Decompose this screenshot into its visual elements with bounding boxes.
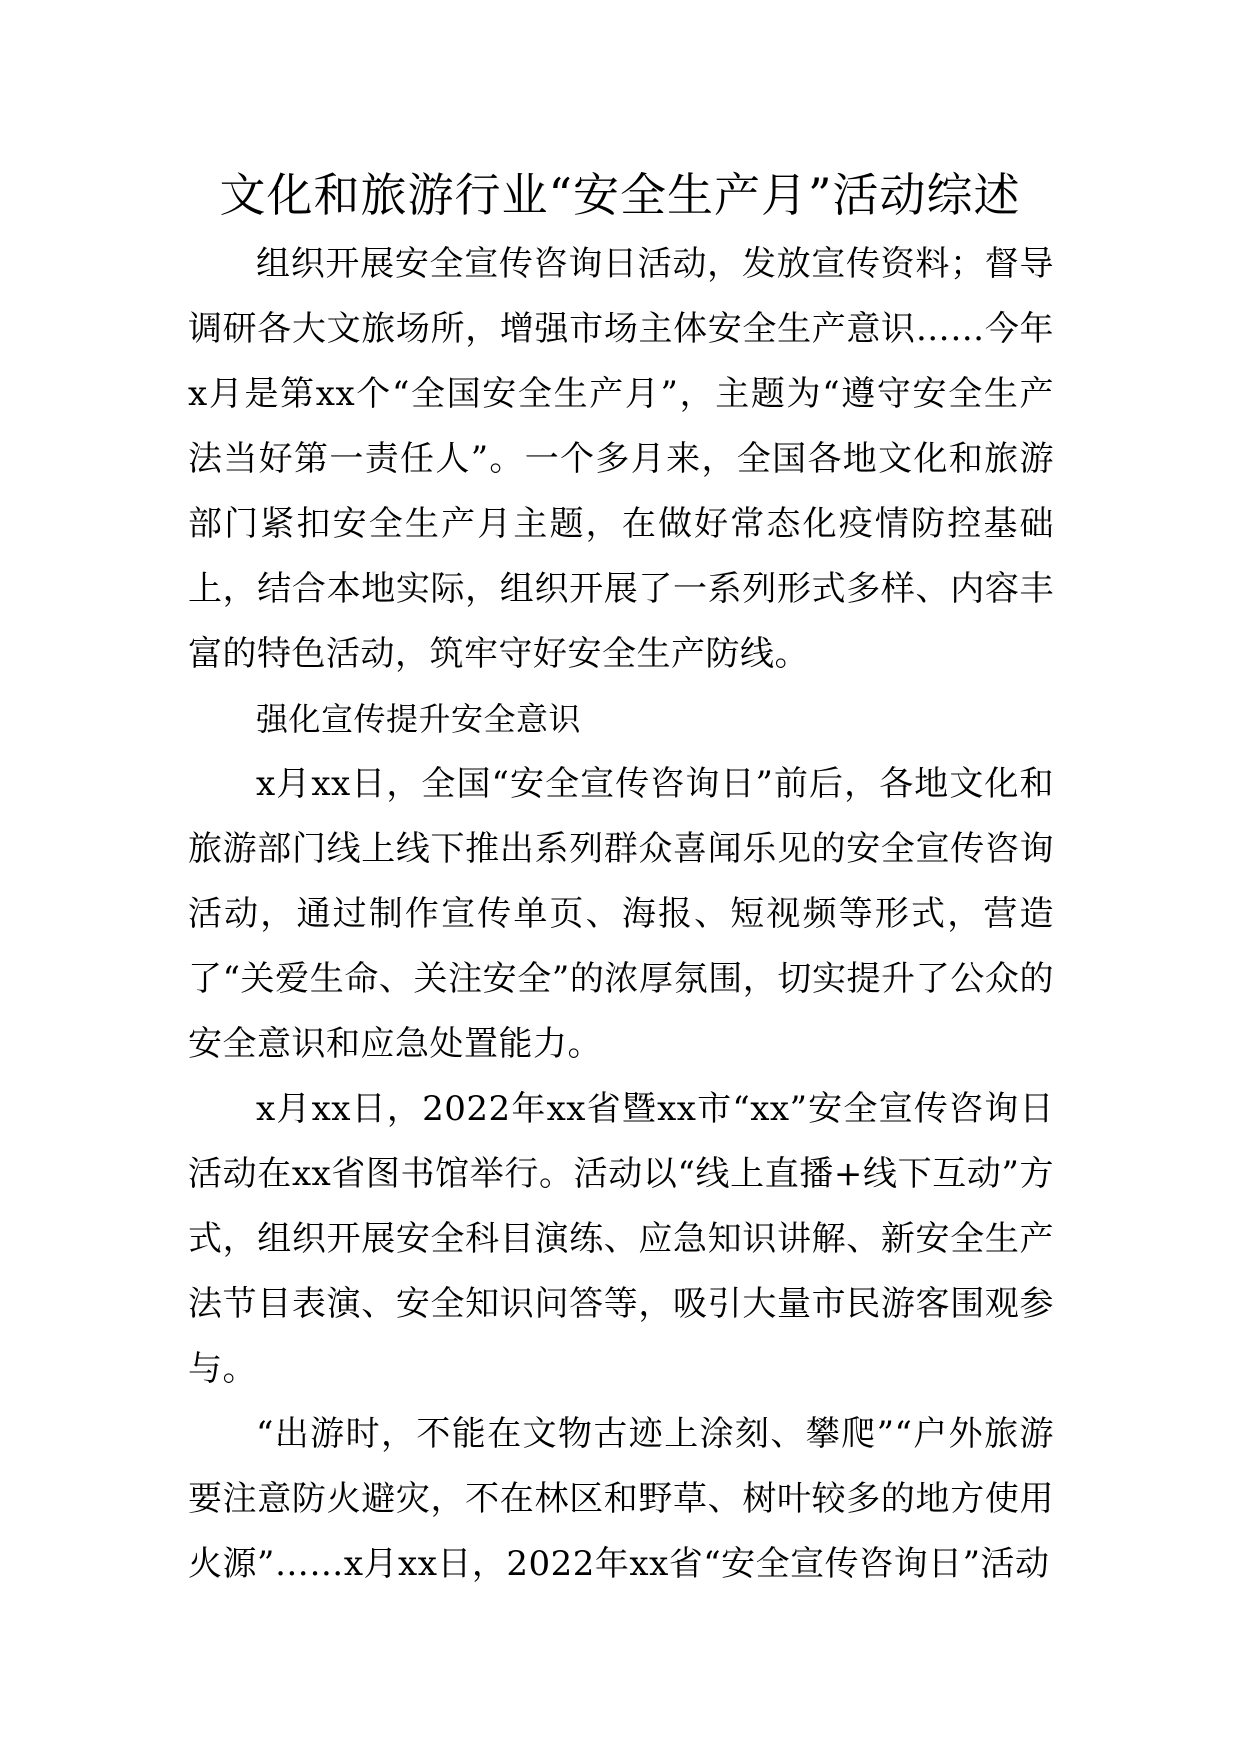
intro-paragraph: 组织开展安全宣传咨询日活动，发放宣传资料；督导调研各大文旅场所，增强市场主体安全生产意识……今年x月是第xx个“全国安全生产月”，主题为“遵守安全生产法当好第一责任人”。一个多月来，全国各地文化和旅游部门紧扣安全生产月主题，在做好常态化疫情防控基础上，结合本地实际，组织开展了一系列形式多样、内容丰富的特色活动，筑牢守好安全生产防线。 xyxy=(188,244,1054,674)
body-paragraph-1: x月xx日，全国“安全宣传咨询日”前后，各地文化和旅游部门线上线下推出系列群众喜闻乐见的安全宣传咨询活动，通过制作宣传单页、海报、短视频等形式，营造了“关爱生命、关注安全”的浓厚氛围，切实提升了公众的安全意识和应急处置能力。 xyxy=(188,764,1054,1064)
body-paragraph-2: x月xx日，2022年xx省暨xx市“xx”安全宣传咨询日活动在xx省图书馆举行。活动以“线上直播+线下互动”方式，组织开展安全科目演练、应急知识讲解、新安全生产法节目表演、安全知识问答等，吸引大量市民游客围观参与。 xyxy=(188,1089,1054,1389)
section-heading: 强化宣传提升安全意识 xyxy=(256,700,582,738)
document-body xyxy=(188,232,1054,1597)
document-title: 文化和旅游行业“安全生产月”活动综述 xyxy=(219,168,1021,222)
body-paragraph-3: “出游时，不能在文物古迹上涂刻、攀爬”“户外旅游要注意防火避灾，不在林区和野草、树叶较多的地方使用火源”……x月xx日，2022年xx省“安全宣传咨询日”活动 xyxy=(188,1414,1054,1584)
